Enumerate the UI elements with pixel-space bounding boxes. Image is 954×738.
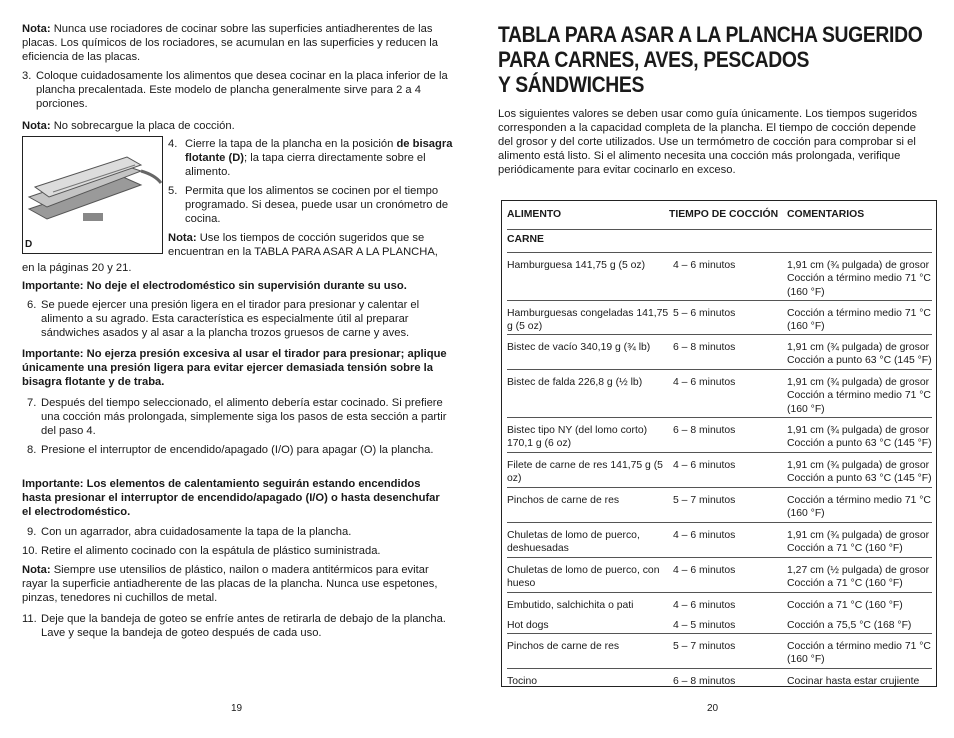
table-cell-time: 4 – 5 minutos: [669, 613, 781, 634]
table-cell-comments: Cocción a término medio 71 °C (160 °F): [781, 487, 932, 522]
table-row: [507, 452, 932, 487]
table-cell-comments: 1,91 cm (¾ pulgada) de grosor Cocción a punto 63 °C (145 °F): [781, 452, 932, 487]
table-cell-comments: 1,91 cm (¾ pulgada) de grosor Cocción a punto 63 °C (145 °F): [781, 417, 932, 452]
nota-1: Nota: Nunca use rociadores de cocinar sobre las superficies antiadherentes de las placas. Los químicos de los rociadores, se acumulan en las superficies y reducen la eficiencia de las placas.: [22, 23, 439, 63]
table-cell-time: 4 – 6 minutos: [669, 252, 781, 300]
step-9: 9. Con un agarrador, abra cuidadosamente la tapa de la plancha.: [27, 526, 352, 538]
table-row: [507, 633, 932, 668]
section-label: CARNE: [507, 230, 669, 252]
table-cell-time: 4 – 6 minutos: [669, 557, 781, 592]
table-cell-food: Tocino: [507, 675, 538, 687]
table-cell-time: 4 – 6 minutos: [669, 522, 781, 557]
table-cell-time: 6 – 8 minutos: [673, 675, 736, 687]
table-row: [507, 417, 932, 452]
table-row: [507, 369, 932, 417]
header-food: ALIMENTO: [507, 208, 669, 230]
table-cell-comments: 1,91 cm (¾ pulgada) de grosor Cocción a término medio 71 °C (160 °F): [781, 252, 932, 300]
table-cell-comments: Cocción a 75,5 °C (168 °F): [781, 613, 932, 634]
table-row: [507, 592, 932, 613]
table-cell-food: Pinchos de carne de res: [507, 633, 669, 668]
table-cell-food: Chuletas de lomo de puerco, deshuesadas: [507, 522, 669, 557]
step-5: 5. Permita que los alimentos se cocinen por el tiempo programado. Si desea, puede usar un cronómetro de cocina.: [168, 185, 449, 225]
page-title: TABLA PARA ASAR A LA PLANCHA SUGERIDO PARA CARNES, AVES, PESCADOS Y SÁNDWICHES: [498, 22, 923, 97]
table-cell-comments: Cocinar hasta estar crujiente: [787, 675, 920, 687]
step-4: 4. Cierre la tapa de la plancha en la posición de bisagra flotante (D); la tapa cierra directamente sobre el alimento.: [168, 138, 453, 178]
table-row: [507, 613, 932, 634]
table-row: [507, 300, 932, 334]
importante-2: Importante: No ejerza presión excesiva al usar el tirador para presionar; aplique únicamente una presión ligera para evitar ejercer demasiada tensión sobre la bisagra flotante y de traba.: [22, 348, 447, 388]
step-3: 3. Coloque cuidadosamente los alimentos que desea cocinar en la placa inferior de la plancha precalentada. Este modelo de plancha generalmente sirve para 2 a 4 porciones.: [22, 70, 448, 110]
table-cell-food: Pinchos de carne de res: [507, 487, 669, 522]
table-cell-comments: 1,91 cm (¾ pulgada) de grosor Cocción a término medio 71 °C (160 °F): [781, 369, 932, 417]
table-cell-time: 5 – 7 minutos: [669, 633, 781, 668]
step-11: 11. Deje que la bandeja de goteo se enfríe antes de retirarla de debajo de la plancha. Lave y seque la bandeja de goteo después de cada uso.: [22, 613, 446, 639]
table-cell-food: Bistec de falda 226,8 g (½ lb): [507, 369, 669, 417]
table-cell-time: 5 – 7 minutos: [669, 487, 781, 522]
table-cell-comments: Cocción a 71 °C (160 °F): [787, 599, 903, 611]
nota-3-continued: en la páginas 20 y 21.: [22, 262, 132, 274]
table-header: [507, 208, 932, 230]
table-cell-comments: Cocción a término medio 71 °C (160 °F): [781, 633, 932, 668]
header-time: TIEMPO DE COCCIÓN: [669, 208, 781, 230]
table-row: [507, 668, 932, 699]
table-cell-food: Bistec de vacío 340,19 g (¾ lb): [507, 334, 669, 369]
nota-2: Nota: No sobrecargue la placa de cocción.: [22, 120, 235, 132]
table-cell-comments: Cocción a término medio 71 °C (160 °F): [781, 300, 932, 334]
table-cell-time: 6 – 8 minutos: [669, 417, 781, 452]
step-6: 6. Se puede ejercer una presión ligera en el tirador para presionar y calentar el alimento a su agrado. Esta característica es especialmente útil al preparar sándwiches asados y al asar a la plancha trozos gruesos de carne y aves.: [27, 299, 420, 339]
table-cell-food: Hamburguesas congeladas 141,75 g (5 oz): [507, 300, 669, 334]
section-row: [507, 230, 932, 252]
page-number-left: 19: [231, 703, 243, 714]
table-row: [507, 252, 932, 300]
page-number-right: 20: [707, 703, 719, 714]
table-cell-food: Hamburguesa 141,75 g (5 oz): [507, 252, 669, 300]
table-cell-food: Embutido, salchichita o pati: [507, 599, 634, 611]
grill-illustration: [22, 136, 163, 254]
header-comments: COMENTARIOS: [781, 208, 932, 230]
nota-3: Nota: Use los tiempos de cocción sugeridos que se encuentran en la TABLA PARA ASAR A LA PLANCHA,: [168, 232, 438, 258]
table-cell-time: 4 – 6 minutos: [669, 452, 781, 487]
table-cell-comments: 1,91 cm (¾ pulgada) de grosor Cocción a 71 °C (160 °F): [781, 522, 932, 557]
step-7: 7. Después del tiempo seleccionado, el alimento debería estar cocinado. Si prefiere una cocción más prolongada, simplemente siga los pasos de esta sección a partir del paso 4.: [27, 397, 447, 437]
table-cell-time: 4 – 6 minutos: [673, 599, 736, 611]
importante-1: Importante: No deje el electrodoméstico sin supervisión durante su uso.: [22, 280, 407, 292]
importante-3: Importante: Los elementos de calentamiento seguirán estando encendidos hasta presionar el interruptor de encendido/apagado (I/O) o hasta desenchufar el electrodoméstico.: [22, 478, 440, 518]
image-label: D: [25, 239, 33, 250]
table-cell-time: 6 – 8 minutos: [669, 334, 781, 369]
table-cell-food: Hot dogs: [507, 613, 669, 634]
table-cell-time: 5 – 6 minutos: [669, 300, 781, 334]
grill-icon: [23, 137, 162, 253]
step-10: 10. Retire el alimento cocinado con la espátula de plástico suministrada.: [22, 545, 381, 557]
table-cell-comments: 1,91 cm (¾ pulgada) de grosor Cocción a punto 63 °C (145 °F): [781, 334, 932, 369]
grilling-table: [501, 200, 937, 687]
step-8: 8. Presione el interruptor de encendido/apagado (I/O) para apagar (O) la plancha.: [27, 444, 434, 456]
intro-paragraph: Los siguientes valores se deben usar como guía únicamente. Los tiempos sugeridos corresponden a la capacidad completa de la plancha. El tiempo de cocción depende del grosor y del corte utilizados. Use un termómetro de cocción para comprobar si el alimento está listo. Si el alimento necesita una cocción más prolongada, verifique periódicamente para evitar cocinarlo en exceso.: [498, 108, 918, 176]
table-row: [507, 487, 932, 522]
table-cell-time: 4 – 6 minutos: [669, 369, 781, 417]
nota-4: Nota: Siempre use utensilios de plástico, nailon o madera antitérmicos para evitar rayar la superficie antiadherente de las placas de la plancha. Nunca use espetones, pinzas, tenedores ni cuchillos de metal.: [22, 564, 438, 604]
table-cell-food: Filete de carne de res 141,75 g (5 oz): [507, 452, 669, 487]
table-row: [507, 334, 932, 369]
table-cell-comments: 1,27 cm (½ pulgada) de grosor Cocción a 71 °C (160 °F): [781, 557, 932, 592]
table-row: [507, 557, 932, 592]
table-cell-food: Chuletas de lomo de puerco, con hueso: [507, 557, 669, 592]
table-row: [507, 522, 932, 557]
table-cell-food: Bistec tipo NY (del lomo corto) 170,1 g (6 oz): [507, 417, 669, 452]
